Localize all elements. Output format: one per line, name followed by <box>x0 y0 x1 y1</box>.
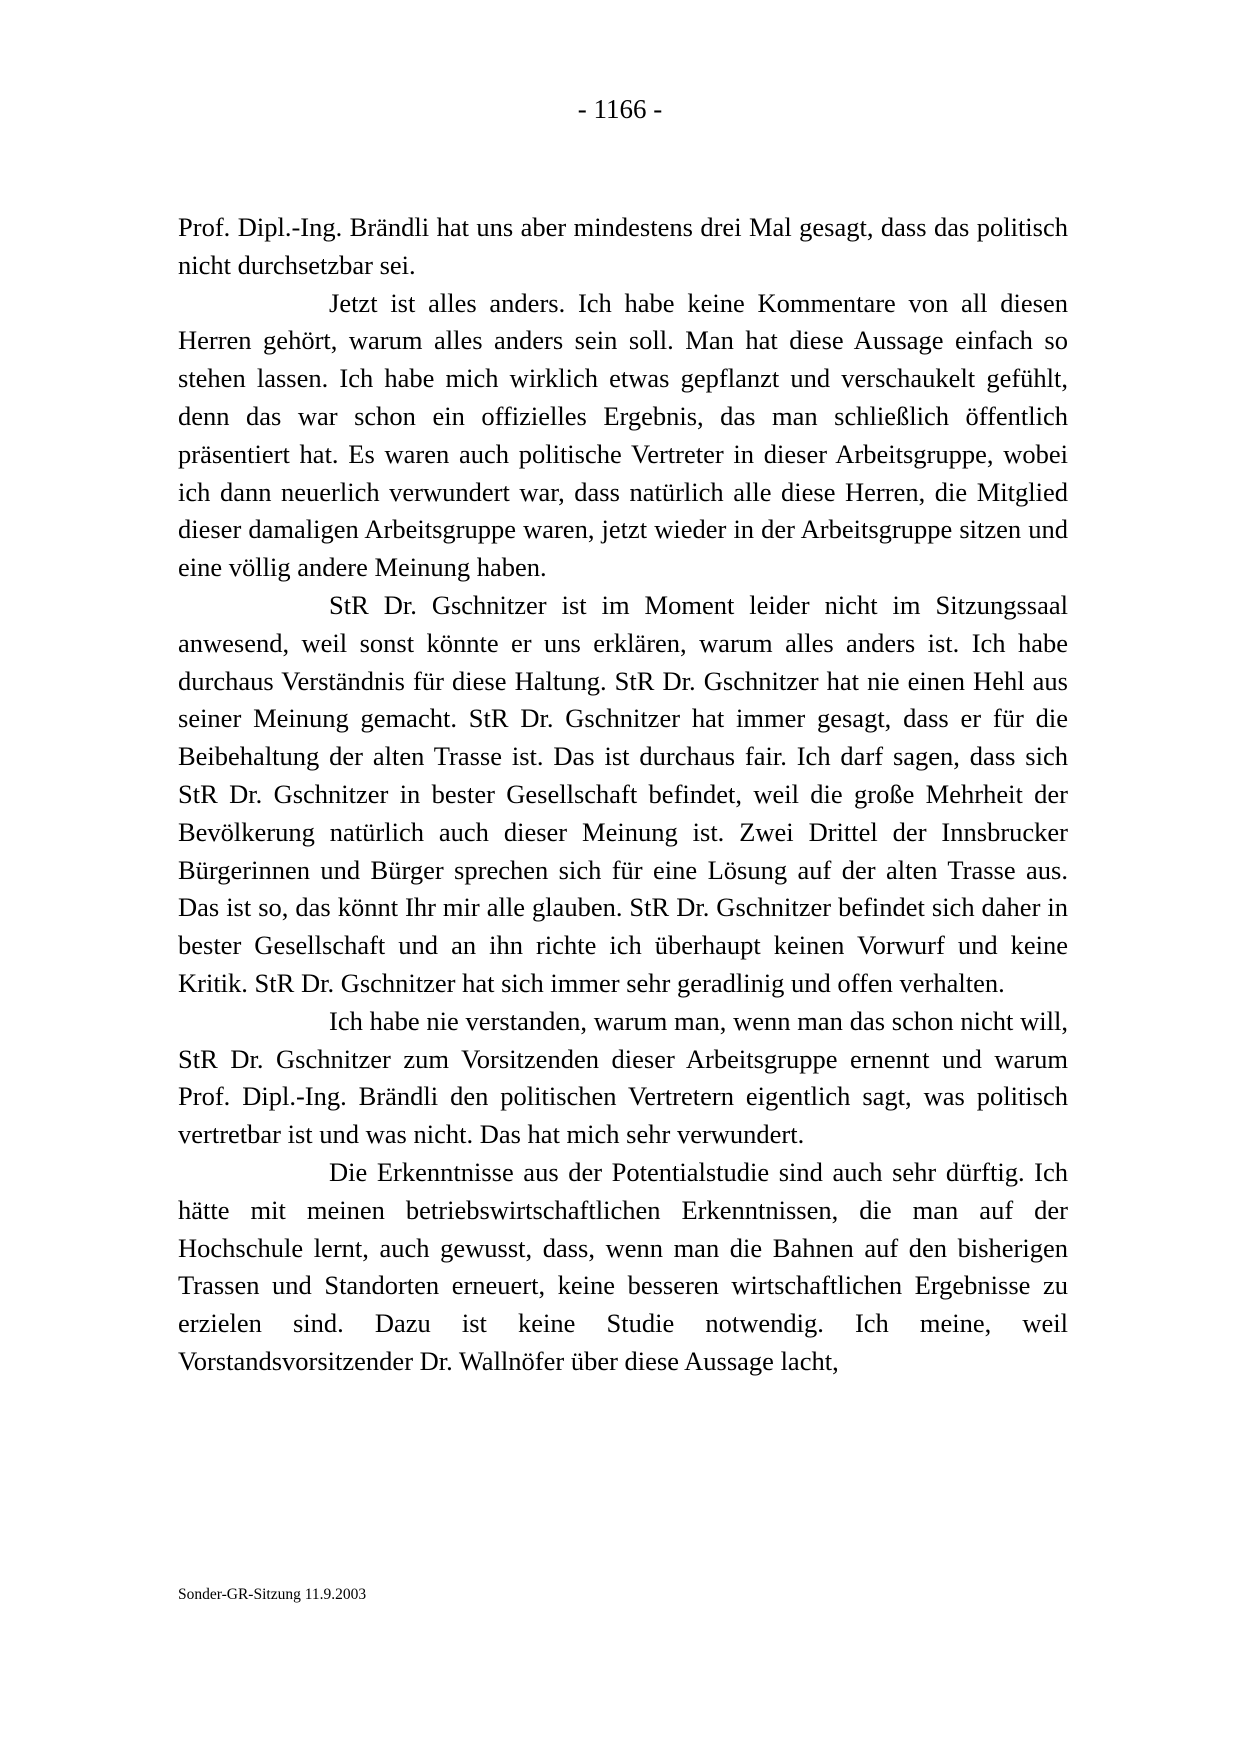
paragraph: Die Erkenntnisse aus der Potentialstudie sind auch sehr dürftig. Ich hätte mit meinen betriebswirtschaftlichen Erkenntnissen, die man auf der Hochschule lernt, auch gewusst, dass, wenn man die Bahnen auf den bisherigen Trassen und Standorten erneuert, keine besseren wirtschaftlichen Ergebnisse zu erzielen sind. Dazu ist keine Studie notwendig. Ich meine, weil Vorstandsvorsitzender Dr. Wallnöfer über diese Aussage lacht, <box>178 1156 1068 1376</box>
footer-session-label: Sonder-GR-Sitzung 11.9.2003 <box>178 1586 367 1603</box>
paragraph: Jetzt ist alles anders. Ich habe keine Kommentare von all diesen Herren gehört, warum alles anders sein soll. Man hat diese Aussage einfach so stehen lassen. Ich habe mich wirklich etwas gepflanzt und verschaukelt gefühlt, denn das war schon ein offizielles Ergebnis, das man schließlich öffentlich präsentiert hat. Es waren auch politische Vertreter in dieser Arbeitsgruppe, wobei ich dann neuerlich verwundert war, dass natürlich alle diese Herren, die Mitglied dieser damaligen Arbeitsgruppe waren, jetzt wieder in der Arbeitsgruppe sitzen und eine völlig andere Meinung haben. <box>178 287 1068 583</box>
body-text <box>178 209 1068 1381</box>
paragraph: StR Dr. Gschnitzer ist im Moment leider nicht im Sitzungssaal anwesend, weil sonst könnte er uns erklären, warum alles anders ist. Ich habe durchaus Verständnis für diese Haltung. StR Dr. Gschnitzer hat nie einen Hehl aus seiner Meinung gemacht. StR Dr. Gschnitzer hat immer gesagt, dass er für die Beibehaltung der alten Trasse ist. Das ist durchaus fair. Ich darf sagen, dass sich StR Dr. Gschnitzer in bester Gesellschaft befindet, weil die große Mehrheit der Bevölkerung natürlich auch dieser Meinung ist. Zwei Drittel der Innsbrucker Bürgerinnen und Bürger sprechen sich für eine Lösung auf der alten Trasse aus. Das ist so, das könnt Ihr mir alle glauben. StR Dr. Gschnitzer befindet sich daher in bester Gesellschaft und an ihn richte ich überhaupt keinen Vorwurf und keine Kritik. StR Dr. Gschnitzer hat sich immer sehr geradlinig und offen verhalten. <box>178 589 1068 998</box>
paragraph: Ich habe nie verstanden, warum man, wenn man das schon nicht will, StR Dr. Gschnitzer zum Vorsitzenden dieser Arbeitsgruppe ernennt und warum Prof. Dipl.-Ing. Brändli den politischen Vertretern eigentlich sagt, was politisch vertretbar ist und was nicht. Das hat mich sehr verwundert. <box>178 1005 1068 1150</box>
page-number: - 1166 - <box>577 94 663 124</box>
paragraph: Prof. Dipl.-Ing. Brändli hat uns aber mindestens drei Mal gesagt, dass das politisch nicht durchsetzbar sei. <box>178 212 1068 280</box>
